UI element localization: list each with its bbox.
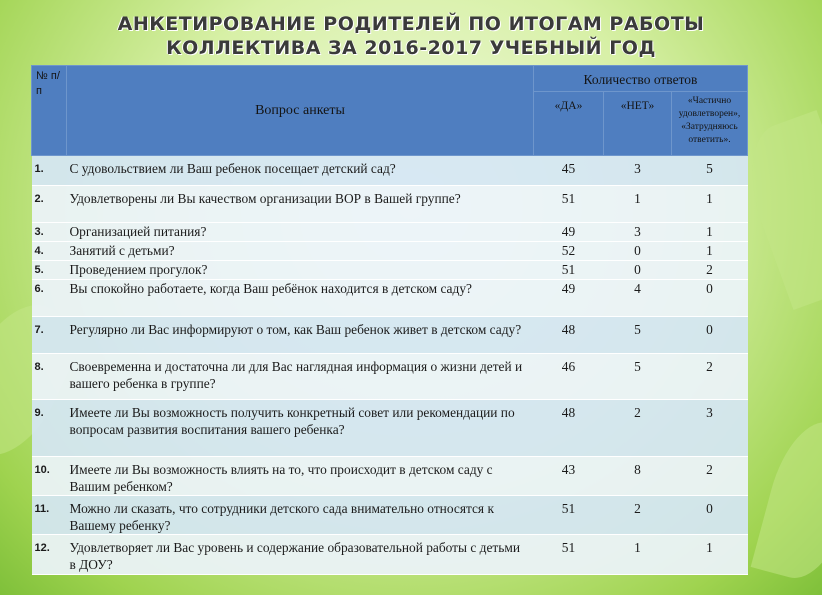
page-title bbox=[0, 12, 822, 60]
row-partial-count: 1 bbox=[672, 186, 748, 223]
header-no: «НЕТ» bbox=[604, 92, 672, 156]
table-body bbox=[32, 156, 748, 575]
row-yes-count: 46 bbox=[534, 354, 604, 400]
row-number: 10. bbox=[32, 457, 67, 496]
row-question: Занятий с детьми? bbox=[67, 242, 534, 261]
row-question: Удовлетворены ли Вы качеством организации ВОР в Вашей группе? bbox=[67, 186, 534, 223]
table-row bbox=[32, 280, 748, 317]
row-question: Можно ли сказать, что сотрудники детского сада внимательно относятся к Вашему ребенку? bbox=[67, 496, 534, 535]
row-number: 4. bbox=[32, 242, 67, 261]
title-line-1: АНКЕТИРОВАНИЕ РОДИТЕЛЕЙ ПО ИТОГАМ РАБОТЫ bbox=[117, 13, 705, 35]
header-num: № п/п bbox=[32, 66, 67, 156]
row-yes-count: 51 bbox=[534, 261, 604, 280]
row-question: Регулярно ли Вас информируют о том, как Ваш ребенок живет в детском саду? bbox=[67, 317, 534, 354]
row-no-count: 1 bbox=[604, 535, 672, 575]
header-yes: «ДА» bbox=[534, 92, 604, 156]
table-header bbox=[32, 66, 748, 156]
header-count: Количество ответов bbox=[534, 66, 748, 92]
row-question: Имеете ли Вы возможность влиять на то, что происходит в детском саду с Вашим ребенком? bbox=[67, 457, 534, 496]
row-partial-count: 0 bbox=[672, 496, 748, 535]
row-yes-count: 51 bbox=[534, 535, 604, 575]
row-no-count: 5 bbox=[604, 317, 672, 354]
row-yes-count: 51 bbox=[534, 186, 604, 223]
row-no-count: 2 bbox=[604, 400, 672, 457]
row-number: 7. bbox=[32, 317, 67, 354]
row-number: 5. bbox=[32, 261, 67, 280]
row-no-count: 0 bbox=[604, 242, 672, 261]
row-no-count: 2 bbox=[604, 496, 672, 535]
row-number: 9. bbox=[32, 400, 67, 457]
row-question: Имеете ли Вы возможность получить конкретный совет или рекомендации по вопросам развития воспитания вашего ребенка? bbox=[67, 400, 534, 457]
row-question: Вы спокойно работаете, когда Ваш ребёнок находится в детском саду? bbox=[67, 280, 534, 317]
row-question: Организацией питания? bbox=[67, 223, 534, 242]
row-number: 3. bbox=[32, 223, 67, 242]
row-number: 1. bbox=[32, 156, 67, 186]
title-line-2: КОЛЛЕКТИВА ЗА 2016-2017 УЧЕБНЫЙ ГОД bbox=[166, 37, 656, 59]
row-number: 6. bbox=[32, 280, 67, 317]
row-question: Своевременна и достаточна ли для Вас наглядная информация о жизни детей и вашего ребенка в группе? bbox=[67, 354, 534, 400]
row-partial-count: 5 bbox=[672, 156, 748, 186]
row-yes-count: 48 bbox=[534, 317, 604, 354]
row-no-count: 0 bbox=[604, 261, 672, 280]
row-number: 11. bbox=[32, 496, 67, 535]
background-leaf bbox=[751, 412, 822, 587]
table-row bbox=[32, 457, 748, 496]
table-row bbox=[32, 354, 748, 400]
row-number: 12. bbox=[32, 535, 67, 575]
row-no-count: 3 bbox=[604, 156, 672, 186]
row-number: 8. bbox=[32, 354, 67, 400]
row-yes-count: 51 bbox=[534, 496, 604, 535]
header-question: Вопрос анкеты bbox=[67, 66, 534, 156]
row-question: Удовлетворяет ли Вас уровень и содержание образовательной работы с детьми в ДОУ? bbox=[67, 535, 534, 575]
row-no-count: 3 bbox=[604, 223, 672, 242]
row-question: Проведением прогулок? bbox=[67, 261, 534, 280]
table-row bbox=[32, 242, 748, 261]
table-row bbox=[32, 156, 748, 186]
row-no-count: 4 bbox=[604, 280, 672, 317]
row-question: С удовольствием ли Ваш ребенок посещает детский сад? bbox=[67, 156, 534, 186]
table-row bbox=[32, 317, 748, 354]
table-row bbox=[32, 496, 748, 535]
row-partial-count: 2 bbox=[672, 457, 748, 496]
row-yes-count: 49 bbox=[534, 223, 604, 242]
table-row bbox=[32, 223, 748, 242]
row-yes-count: 52 bbox=[534, 242, 604, 261]
row-partial-count: 0 bbox=[672, 280, 748, 317]
header-partial: «Частично удовлетворен», «Затрудняюсь ответить». bbox=[672, 92, 748, 156]
row-partial-count: 2 bbox=[672, 354, 748, 400]
row-no-count: 1 bbox=[604, 186, 672, 223]
row-partial-count: 1 bbox=[672, 535, 748, 575]
row-partial-count: 0 bbox=[672, 317, 748, 354]
table-row bbox=[32, 261, 748, 280]
row-yes-count: 45 bbox=[534, 156, 604, 186]
table-row bbox=[32, 400, 748, 457]
row-number: 2. bbox=[32, 186, 67, 223]
row-partial-count: 2 bbox=[672, 261, 748, 280]
row-no-count: 5 bbox=[604, 354, 672, 400]
row-partial-count: 3 bbox=[672, 400, 748, 457]
row-no-count: 8 bbox=[604, 457, 672, 496]
row-partial-count: 1 bbox=[672, 223, 748, 242]
row-yes-count: 49 bbox=[534, 280, 604, 317]
table-row bbox=[32, 535, 748, 575]
table-row bbox=[32, 186, 748, 223]
row-yes-count: 43 bbox=[534, 457, 604, 496]
survey-table bbox=[31, 65, 748, 575]
row-yes-count: 48 bbox=[534, 400, 604, 457]
row-partial-count: 1 bbox=[672, 242, 748, 261]
